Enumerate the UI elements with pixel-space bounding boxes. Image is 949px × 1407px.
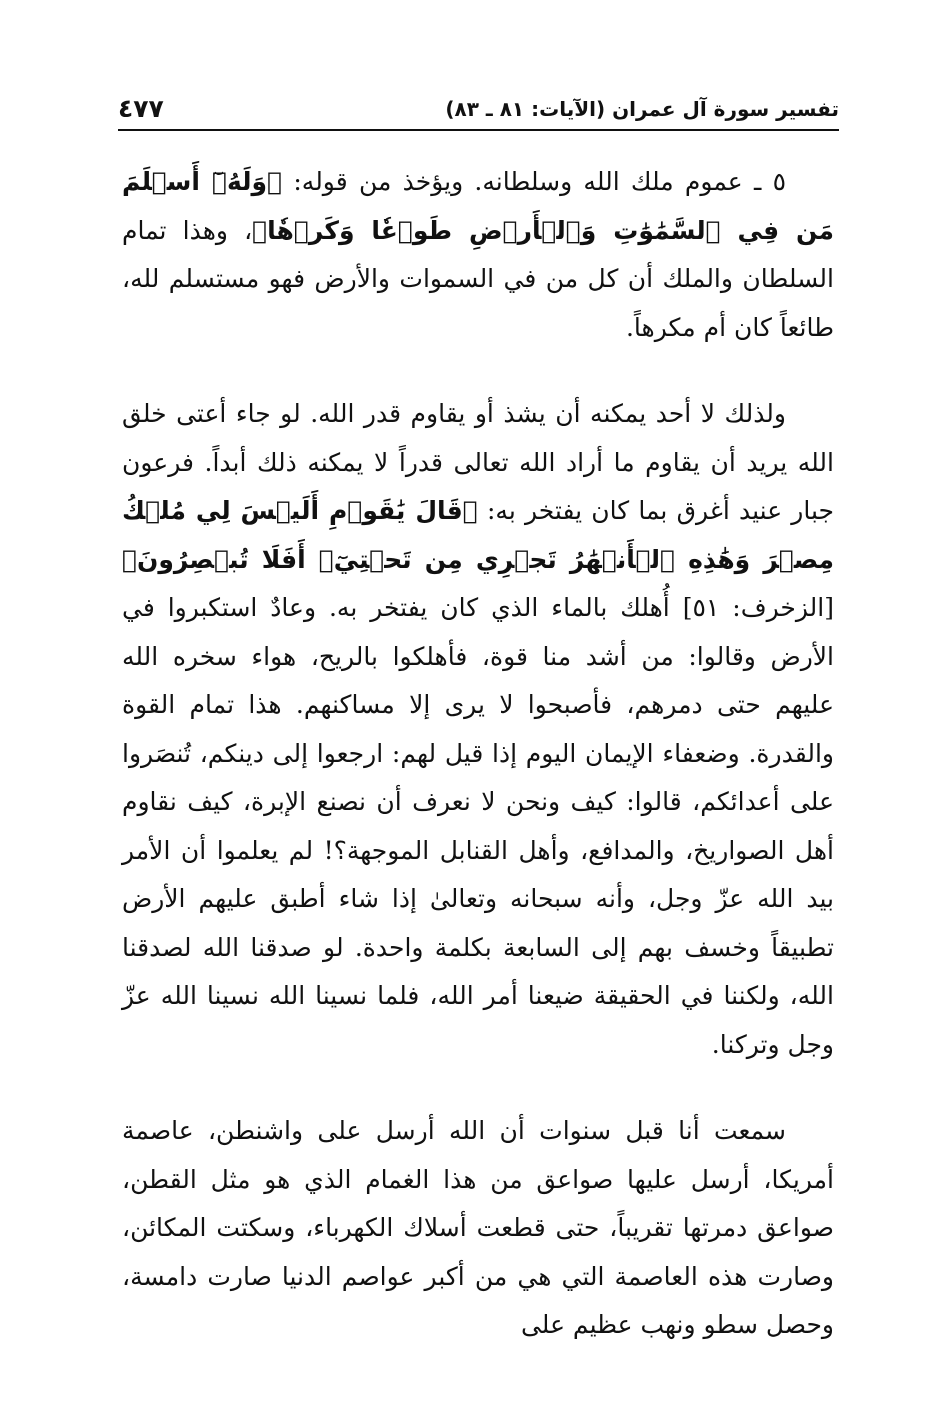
page-number: ٤٧٧ bbox=[118, 94, 164, 123]
paragraph-2-text-b: أُهلك بالماء الذي كان يفتخر به. وعادٌ استكبروا في الأرض وقالوا: من أشد منا قوة، فأهلكوا بالريح، هواء سخره الله عليهم حتى دمرهم، فأصبحوا لا يرى إلا مساكنهم. هذا تمام القوة والقدرة. وضعفاء الإيمان اليوم إذا قيل لهم: ارجعوا إلى دينكم، تُنصَروا على أعدائكم، قالوا: كيف ونحن لا نعرف أن نصنع الإبرة، كيف نقاوم أهل الصواريخ، والمدافع، وأهل القنابل الموجهة؟! لم يعلموا أن الأمر بيد الله عزّ وجل، وأنه سبحانه وتعالىٰ إذا شاء أطبق عليهم الأرض تطبيقاً وخسف بهم إلى السابعة بكلمة واحدة. لو صدقنا الله لصدقنا الله، ولكننا في الحقيقة ضيعنا أمر الله، فلما نسينا الله نسينا الله عزّ وجل وتركنا. bbox=[122, 593, 834, 1059]
body-text bbox=[122, 158, 834, 1350]
page-header bbox=[118, 86, 839, 124]
verse-reference: [الزخرف: ٥١] bbox=[682, 593, 834, 622]
quran-verse-1: ﴿وَلَهُۥٓ أَسۡلَمَ مَن فِي ٱلسَّمَٰوَٰتِ وَٱلۡأَرۡضِ طَوۡعٗا وَكَرۡهٗا﴾ bbox=[122, 167, 834, 245]
paragraph-2-text-a: ولذلك لا أحد يمكنه أن يشذ أو يقاوم قدر الله. لو جاء أعتى خلق الله يريد أن يقاوم ما أراد الله تعالى قدراً لا يمكنه ذلك أبداً. فرعون جبار عنيد أغرق بما كان يفتخر به: bbox=[122, 399, 834, 525]
paragraph-1-text-a: ٥ ـ عموم ملك الله وسلطانه. ويؤخذ من قوله: bbox=[282, 167, 786, 196]
paragraph-1 bbox=[122, 158, 834, 352]
paragraph-3-text: سمعت أنا قبل سنوات أن الله أرسل على واشنطن، عاصمة أمريكا، أرسل عليها صواعق من هذا الغمام الذي هو مثل القطن، صواعق دمرتها تقريباً، حتى قطعت أسلاك الكهرباء، وسكتت المكائن، وصارت هذه العاصمة التي هي من أكبر عواصم الدنيا صارت دامسة، وحصل سطو ونهب عظيم على bbox=[122, 1116, 834, 1339]
paragraph-3 bbox=[122, 1107, 834, 1350]
quran-verse-2: ﴿قَالَ يَٰقَوۡمِ أَلَيۡسَ لِي مُلۡكُ مِصۡرَ وَهَٰذِهِ ٱلۡأَنۡهَٰرُ تَجۡرِي مِن تَحۡتِيٓۚ أَفَلَا تُبۡصِرُونَ﴾ bbox=[122, 496, 834, 574]
running-title: تفسير سورة آل عمران (الآيات: ٨١ ـ ٨٣) bbox=[445, 97, 839, 121]
header-divider bbox=[118, 129, 839, 131]
paragraph-2 bbox=[122, 390, 834, 1069]
paragraph-1-text-b: ، وهذا تمام السلطان والملك أن كل من في السموات والأرض فهو مستسلم لله، طائعاً كان أم مكرهاً. bbox=[122, 215, 834, 342]
